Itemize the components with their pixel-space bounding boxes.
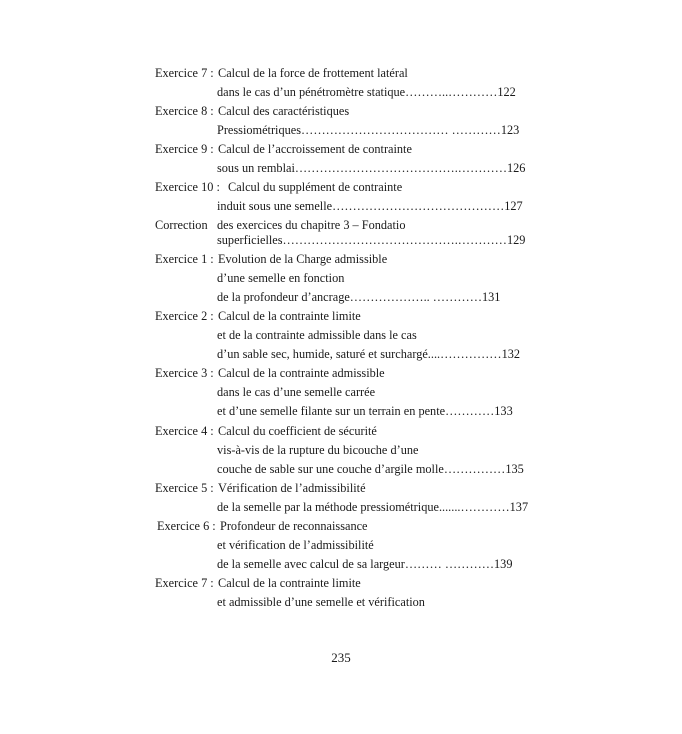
toc-entry-label: Exercice 4 : bbox=[155, 424, 214, 438]
toc-entry-label: Exercice 9 : bbox=[155, 142, 214, 156]
toc-entry-line: couche de sable sur une couche d’argile molle……………135 bbox=[217, 462, 524, 476]
toc-entry-line: superficielles…………………………………….…………129 bbox=[217, 233, 526, 247]
toc-entry-line: et de la contrainte admissible dans le cas bbox=[217, 328, 417, 342]
toc-entry-label: Exercice 1 : bbox=[155, 252, 214, 266]
toc-entry-label: Exercice 7 : bbox=[155, 576, 214, 590]
toc-entry-title: Evolution de la Charge admissible bbox=[218, 252, 388, 266]
toc-entry-label: Exercice 5 : bbox=[155, 481, 214, 495]
toc-entry-title: Calcul de la contrainte limite bbox=[218, 576, 361, 590]
toc-entry-title: Calcul des caractéristiques bbox=[218, 104, 350, 118]
toc-entry-line: dans le cas d’une semelle carrée bbox=[217, 385, 376, 399]
toc-entry-title: Profondeur de reconnaissance bbox=[220, 519, 368, 533]
toc-entry-label: Exercice 7 : bbox=[155, 66, 214, 80]
toc-entry-title: Calcul de la contrainte admissible bbox=[218, 366, 385, 380]
toc-entry-line: Pressiométriques……………………………… …………123 bbox=[217, 123, 520, 137]
toc-entry-title: Calcul du supplément de contrainte bbox=[228, 180, 403, 194]
toc-entry-line: d’une semelle en fonction bbox=[217, 271, 345, 285]
toc-entry-title: Calcul du coefficient de sécurité bbox=[218, 424, 377, 438]
toc-entry-line: et d’une semelle filante sur un terrain en pente…………133 bbox=[217, 404, 513, 418]
toc-entry-line: de la profondeur d’ancrage……………….. …………131 bbox=[217, 290, 501, 304]
toc-entry-title: Vérification de l’admissibilité bbox=[218, 481, 366, 495]
toc-entry-label: Correction bbox=[155, 218, 208, 232]
toc-entry-line: et vérification de l’admissibilité bbox=[217, 538, 374, 552]
toc-entry-line: sous un remblai………………………………….…………126 bbox=[217, 161, 526, 175]
toc-entry-line: de la semelle avec calcul de sa largeur……… …………139 bbox=[217, 557, 513, 571]
toc-entry-label: Exercice 6 : bbox=[157, 519, 216, 533]
toc-entry-line: d’un sable sec, humide, saturé et surchargé....……………132 bbox=[217, 347, 521, 361]
toc-entry-label: Exercice 10 : bbox=[155, 180, 220, 194]
toc-entry-line: vis-à-vis de la rupture du bicouche d’une bbox=[217, 443, 419, 457]
toc-entry-title: Calcul de la force de frottement latéral bbox=[218, 66, 408, 80]
toc-entry-title: Calcul de la contrainte limite bbox=[218, 309, 361, 323]
toc-entry-line: et admissible d’une semelle et vérification bbox=[217, 595, 425, 609]
toc-entry-line: induit sous une semelle……………………………………127 bbox=[217, 199, 523, 213]
toc-entry-label: Exercice 8 : bbox=[155, 104, 214, 118]
toc-entry-label: Exercice 2 : bbox=[155, 309, 214, 323]
toc-entry-title: Calcul de l’accroissement de contrainte bbox=[218, 142, 412, 156]
page-number: 235 bbox=[331, 650, 351, 665]
toc-entry-line: de la semelle par la méthode pressiométrique.......…………137 bbox=[217, 500, 529, 514]
toc-entry-title: des exercices du chapitre 3 – Fondatio bbox=[217, 218, 406, 232]
toc-entry-label: Exercice 3 : bbox=[155, 366, 214, 380]
toc-entry-line: dans le cas d’un pénétromètre statique………..…………122 bbox=[217, 85, 516, 99]
